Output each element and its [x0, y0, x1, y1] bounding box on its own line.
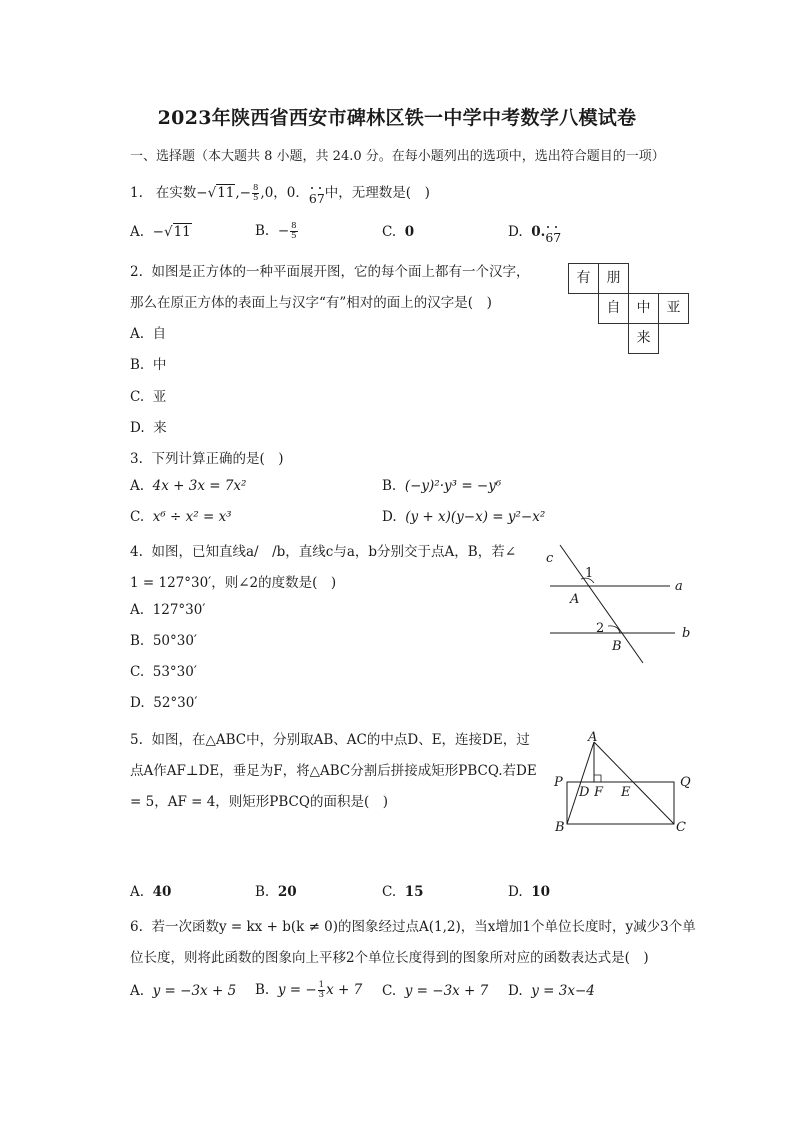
sqrt-radicand: 11 [217, 185, 235, 201]
option-b: B. 中 [130, 357, 167, 373]
question-2: 2. 如图是正方体的一种平面展开图，它的每个面上都有一个汉字， [130, 264, 530, 280]
segment-AC [594, 742, 674, 824]
triangle-rectangle-figure [550, 728, 700, 838]
net-cell: 有 [568, 263, 599, 294]
option-a: A. 4x + 3x = 7x² [130, 478, 247, 494]
fraction: $\frac{8}{5}$ [252, 183, 259, 203]
label-A: A [588, 730, 598, 745]
option-d: D. 10 [508, 884, 551, 900]
question-2-line-2: 那么在原正方体的表面上与汉字“有”相对的面上的汉字是( ) [130, 295, 492, 311]
label-a: a [675, 579, 683, 594]
label-c: c [546, 551, 554, 566]
net-cell: 亚 [658, 293, 689, 324]
parallel-lines-figure [540, 545, 700, 670]
question-text: 中，无理数是( ) [324, 185, 430, 201]
question-4: 4. 如图，已知直线a/ /b，直线c与a，b分别交于点A，B，若∠ [130, 544, 517, 560]
question-4-line-2: 1 = 127°30′，则∠2的度数是( ) [130, 575, 337, 591]
option-d: D. 0. 67 [508, 224, 562, 245]
label-F: F [594, 785, 604, 800]
question-3: 3. 下列计算正确的是( ) [130, 451, 284, 467]
label-b: b [682, 626, 691, 641]
option-c: C. 0 [382, 224, 415, 240]
option-c: C. 15 [382, 884, 424, 900]
repeating-decimal: 67 [545, 230, 561, 245]
option-a: A. 40 [130, 884, 172, 900]
segment-AB [567, 742, 594, 824]
net-cell: 自 [598, 293, 629, 324]
label-angle-1: 1 [585, 566, 594, 581]
question-5-line-2: 点A作AF⊥DE，垂足为F，将△ABC分割后拼接成矩形PBCQ.若DE [130, 763, 537, 779]
label-P: P [554, 775, 563, 790]
question-6-line-2: 位长度，则将此函数的图象向上平移2个单位长度得到的图象所对应的函数表达式是( ) [130, 950, 649, 966]
label-D: D [579, 785, 590, 800]
option-a: A. y = −3x + 5 [130, 983, 237, 999]
question-6: 6. 若一次函数y = kx + b(k ≠ 0)的图象经过点A(1,2)，当x增加1个单位长度时，y减少3个单 [130, 919, 696, 935]
question-1 [130, 181, 430, 206]
question-text: 在实数− [155, 185, 208, 201]
option-d: D. y = 3x−4 [508, 983, 595, 999]
net-cell: 中 [628, 293, 659, 324]
page-title: 2023年陕西省西安市碑林区铁一中学中考数学八模试卷 [157, 107, 637, 129]
label-B: B [612, 639, 622, 654]
option-a: A. −√11 [130, 224, 191, 240]
label-C: C [676, 820, 686, 835]
question-number: 1. [130, 185, 143, 201]
option-a: A. 自 [130, 326, 167, 342]
option-b: B. 50°30′ [130, 633, 197, 649]
label-Q: Q [680, 775, 691, 790]
question-5: 5. 如图，在△ABC中，分别取AB、AC的中点D、E，连接DE，过 [130, 732, 530, 748]
option-b: B. − $\frac{8}{5}$ [255, 221, 297, 241]
option-b: B. 20 [255, 884, 297, 900]
question-5-line-3: = 5，AF = 4，则矩形PBCQ的面积是( ) [130, 794, 388, 810]
label-angle-2: 2 [596, 621, 605, 636]
option-c: C. 亚 [130, 389, 167, 405]
net-cell: 来 [628, 323, 659, 354]
fraction: $\frac{8}{5}$ [291, 221, 297, 241]
label-A: A [570, 592, 580, 607]
option-b: B. (−y)²·y³ = −y⁶ [382, 478, 502, 494]
option-c: C. y = −3x + 7 [382, 983, 489, 999]
question-text: ,0，0． [260, 185, 309, 201]
right-angle-mark [594, 775, 601, 782]
question-text: ,− [235, 185, 251, 201]
option-c: C. 53°30′ [130, 664, 197, 680]
option-d: D. (y + x)(y−x) = y²−x² [382, 509, 546, 525]
option-d: D. 来 [130, 420, 167, 436]
label-E: E [621, 785, 631, 800]
option-c: C. x⁶ ÷ x² = x³ [130, 509, 232, 525]
label-B: B [555, 820, 565, 835]
option-a: A. 127°30′ [130, 602, 206, 618]
net-cell: 朋 [598, 263, 629, 294]
section-heading: 一、选择题（本大题共 8 小题，共 24.0 分。在每小题列出的选项中，选出符合题目的一项） [130, 149, 665, 164]
fraction: $\frac{1}{3}$ [318, 980, 325, 1000]
sqrt-symbol-icon: √ [207, 185, 217, 201]
repeating-decimal: 67 [309, 191, 325, 206]
option-d: D. 52°30′ [130, 695, 198, 711]
sqrt-symbol-icon: √ [163, 224, 173, 240]
option-b: B. y = − $\frac{1}{3}$ x + 7 [255, 980, 363, 1000]
